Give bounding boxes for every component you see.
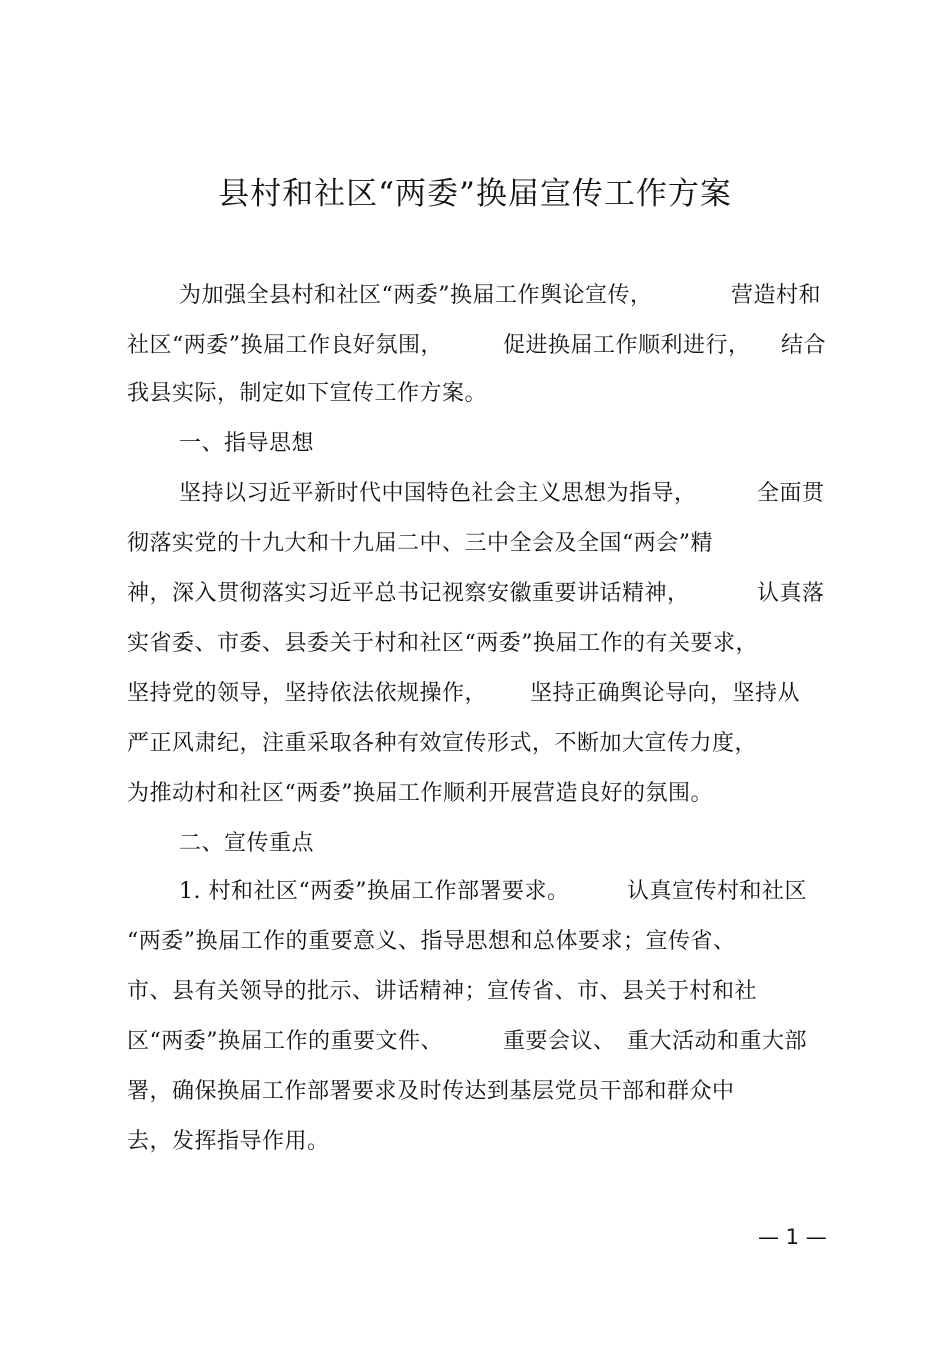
text-line: 为推动村和社区“两委”换届工作顺利开展营造良好的氛围。 <box>127 781 713 806</box>
text-line: 区“两委”换届工作的重要文件、 <box>127 1029 443 1054</box>
text-line: 营造村和 <box>731 283 822 308</box>
text-line: 重大活动和重大部 <box>627 1029 808 1054</box>
text-line: 重要会议、 <box>503 1029 616 1054</box>
text-line: 1. 村和社区“两委”换届工作部署要求。 <box>179 879 570 904</box>
text-line: 严正风肃纪，注重采取各种有效宣传形式，不断加大宣传力度， <box>127 731 758 756</box>
text-line: 去，发挥指导作用。 <box>127 1129 330 1154</box>
document-title: 县村和社区“两委”换届宣传工作方案 <box>218 176 732 212</box>
text-line: 彻落实党的十九大和十九届二中、三中全会及全国“两会”精 <box>127 531 713 556</box>
section-heading-guiding-thought: 一、指导思想 <box>179 431 315 456</box>
text-line: 社区“两委”换届工作良好氛围， <box>127 333 443 358</box>
text-line: 署，确保换届工作部署要求及时传达到基层党员干部和群众中 <box>127 1079 735 1104</box>
text-line: 实省委、市委、县委关于村和社区“两委”换届工作的有关要求， <box>127 631 758 656</box>
text-line: 为加强全县村和社区“两委”换届工作舆论宣传， <box>179 283 653 308</box>
text-line: 认真宣传村和社区 <box>627 879 808 904</box>
text-line: 我县实际，制定如下宣传工作方案。 <box>127 381 488 406</box>
section-heading-publicity-focus: 二、宣传重点 <box>179 831 315 856</box>
text-line: 促进换届工作顺利进行， <box>503 333 751 358</box>
text-line: 神，深入贯彻落实习近平总书记视察安徽重要讲话精神， <box>127 581 690 606</box>
text-line: 认真落 <box>757 581 825 606</box>
text-line: “两委”换届工作的重要意义、指导思想和总体要求；宣传省、 <box>127 929 736 954</box>
text-line: 市、县有关领导的批示、讲话精神；宣传省、市、县关于村和社 <box>127 979 758 1004</box>
page-number: — 1 — <box>758 1225 827 1249</box>
text-line: 坚持正确舆论导向，坚持从 <box>530 681 801 706</box>
text-line: 坚持以习近平新时代中国特色社会主义思想为指导， <box>179 481 697 506</box>
text-line: 坚持党的领导，坚持依法依规操作， <box>127 681 488 706</box>
text-line: 全面贯 <box>757 481 825 506</box>
text-line: 结合 <box>781 333 827 358</box>
